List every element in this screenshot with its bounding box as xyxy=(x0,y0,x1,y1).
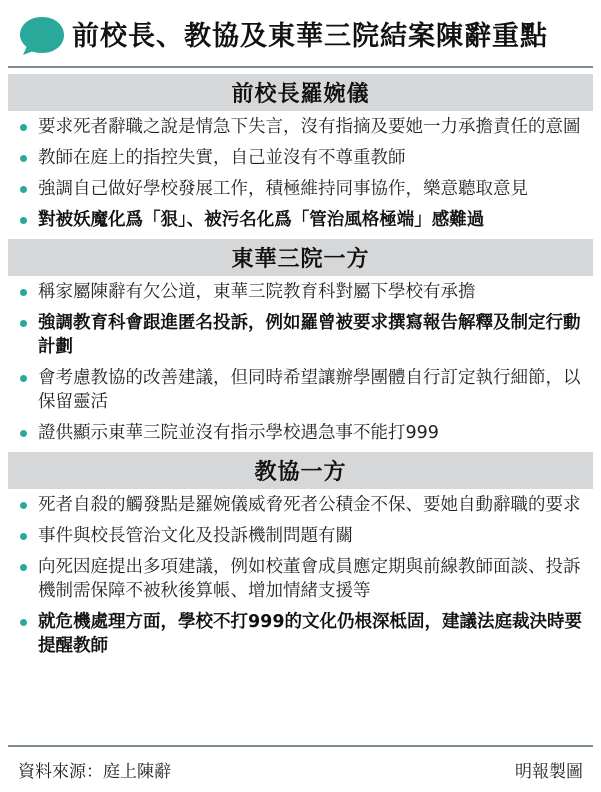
list-item-text: 就危機處理方面，學校不打999的文化仍根深柢固，建議法庭裁決時要提醒教師 xyxy=(38,612,583,656)
footer xyxy=(8,745,593,791)
list-item xyxy=(8,555,593,603)
bullet-list xyxy=(8,276,593,445)
list-item xyxy=(8,421,593,445)
list-item xyxy=(8,366,593,414)
list-item-text: 教師在庭上的指控失實，自己並沒有不尊重教師 xyxy=(38,148,406,168)
bullet-dot-icon xyxy=(20,217,27,224)
list-item xyxy=(8,208,593,232)
bullet-dot-icon xyxy=(20,289,27,296)
list-item xyxy=(8,524,593,548)
list-item-text: 稱家屬陳辭有欠公道，東華三院教育科對屬下學校有承擔 xyxy=(38,282,476,302)
sections-container xyxy=(8,74,593,658)
list-item xyxy=(8,146,593,170)
list-item-text: 向死因庭提出多項建議，例如校董會成員應定期與前線教師面談、投訴機制需保障不被秋後算帳、增加情緒支援等 xyxy=(38,557,581,601)
list-item-text: 死者自殺的觸發點是羅婉儀威脅死者公積金不保、要她自動辭職的要求 xyxy=(38,495,581,515)
list-item-text: 事件與校長管治文化及投訴機制問題有關 xyxy=(38,526,353,546)
list-item xyxy=(8,280,593,304)
list-item xyxy=(8,115,593,139)
source-note: 資料來源：庭上陳辭 xyxy=(18,761,171,782)
bullet-dot-icon xyxy=(20,533,27,540)
list-item xyxy=(8,610,593,658)
list-item xyxy=(8,311,593,359)
list-item xyxy=(8,493,593,517)
bullet-dot-icon xyxy=(20,186,27,193)
bullet-dot-icon xyxy=(20,430,27,437)
list-item xyxy=(8,177,593,201)
list-item-text: 對被妖魔化爲「狠」、被污名化爲「管治風格極端」感難過 xyxy=(38,210,485,230)
bullet-dot-icon xyxy=(20,564,27,571)
list-item-text: 會考慮教協的改善建議，但同時希望讓辦學團體自行訂定執行細節，以保留靈活 xyxy=(38,368,581,412)
list-item-text: 強調教育科會跟進匿名投訴，例如羅曾被要求撰寫報告解釋及制定行動計劃 xyxy=(38,313,581,357)
section-heading: 前校長羅婉儀 xyxy=(8,74,593,111)
bullet-list xyxy=(8,489,593,658)
bullet-dot-icon xyxy=(20,320,27,327)
bullet-dot-icon xyxy=(20,375,27,382)
bullet-dot-icon xyxy=(20,155,27,162)
bullet-list xyxy=(8,111,593,232)
section-heading: 教協一方 xyxy=(8,452,593,489)
speech-bubble-icon xyxy=(18,15,66,57)
bullet-dot-icon xyxy=(20,619,27,626)
bullet-dot-icon xyxy=(20,502,27,509)
section-heading: 東華三院一方 xyxy=(8,239,593,276)
credit: 明報製圖 xyxy=(515,761,583,782)
list-item-text: 證供顯示東華三院並沒有指示學校遇急事不能打999 xyxy=(38,423,439,443)
title-bar xyxy=(8,0,593,68)
list-item-text: 要求死者辭職之說是情急下失言，沒有指摘及要她一力承擔責任的意圖 xyxy=(38,117,581,137)
bullet-dot-icon xyxy=(20,124,27,131)
page-title: 前校長、教協及東華三院結案陳辭重點 xyxy=(72,21,548,52)
list-item-text: 強調自己做好學校發展工作，積極維持同事協作，樂意聽取意見 xyxy=(38,179,528,199)
